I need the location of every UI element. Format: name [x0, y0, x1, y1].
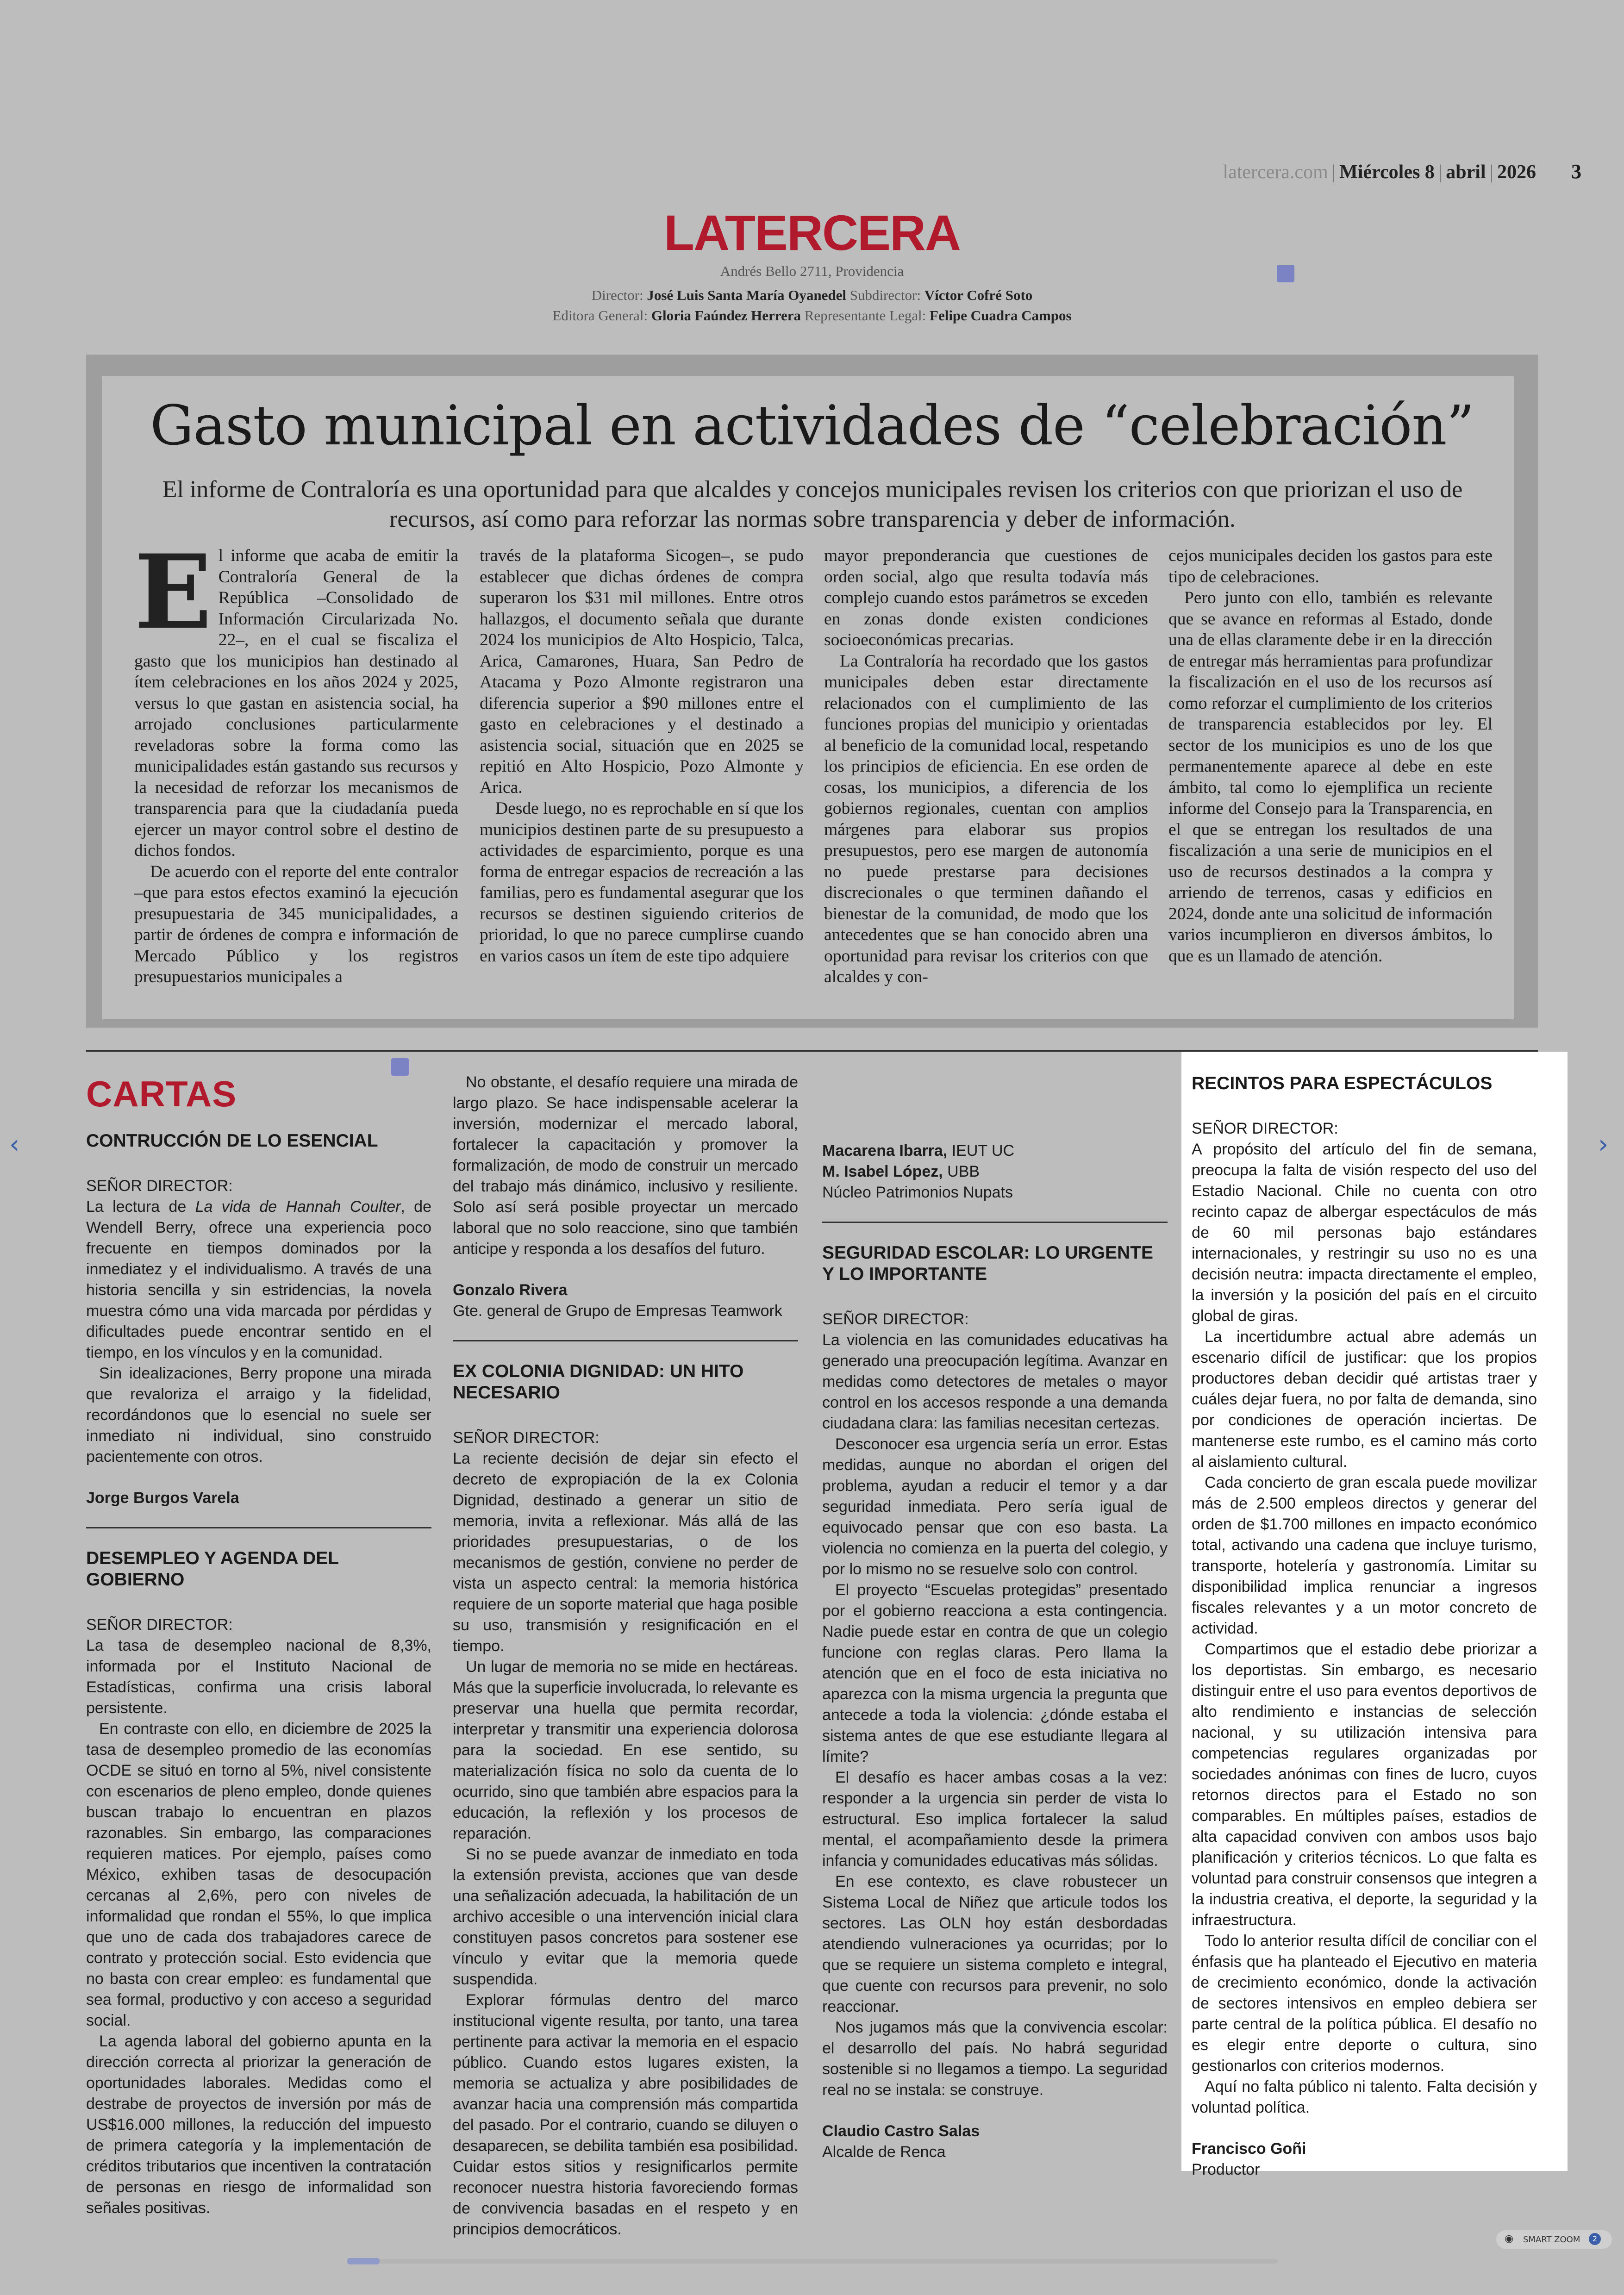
editorial-title: Gasto municipal en actividades de “celebración” — [150, 393, 1474, 457]
letter-paragraph: Desconocer esa urgencia sería un error. Estas medidas, aunque no abordan el origen del problema, ayudan a reducir el temor y a dar seguridad inmediata. Pero sería igual de equivocado pensar que con eso basta. La violencia no comienza en la puerta del colegio, y por lo mismo no se resuelve solo con control. — [822, 1435, 1168, 1578]
letters-column-3 — [822, 1141, 1168, 2163]
letter-author-group: Núcleo Patrimonios Nupats — [822, 1184, 1013, 1201]
letter-title: EX COLONIA DIGNIDAD: UN HITO NECESARIO — [453, 1361, 744, 1403]
letter-paragraph: La tasa de desempleo nacional de 8,3%, informada por el Instituto Nacional de Estadísticas, confirma una crisis laboral persistente. — [86, 1637, 431, 1717]
date-day: Miércoles 8 — [1339, 162, 1435, 183]
letter-paragraph: Compartimos que el estadio debe priorizar a los deportistas. Sin embargo, es necesario distinguir entre el uso para eventos deportivos de alto rendimiento e instancias de selección nacional, y su utilización intensiva para competencias regulares organizadas por sociedades anónimas con fines de lucro, cuyos retornos directos para el Estado no son comparables. En múltiples países, estadios de alta capacidad conviven con ambos usos bajo planificación y criterios técnicos. Lo que falta es voluntad para construir consensos que integren a la industria creativa, el deporte, la seguridad y la infraestructura. — [1192, 1640, 1537, 1929]
eye-icon: ◉ — [1505, 2233, 1514, 2245]
letter-paragraph: Aquí no falta público ni talento. Falta decisión y voluntad política. — [1192, 2078, 1537, 2116]
page-scrollbar[interactable] — [347, 2259, 1278, 2264]
letter-paragraph: La violencia en las comunidades educativas ha generado una preocupación legítima. Avanzar en medidas como detectores de metales o mayor control en los accesos responde a una demanda ciudadana clara: las familias necesitan certezas. — [822, 1331, 1168, 1432]
letter-author-role: Gte. general de Grupo de Empresas Teamwork — [453, 1302, 782, 1320]
letter-paragraph: Cada concierto de gran escala puede movilizar más de 2.500 empleos directos y generar del orden de $1.700 millones en impacto económico total, activando una cadena que incluye turismo, transporte, hotelería y gastronomía. Limitar su disponibilidad implica renunciar a ingresos fiscales relevantes y a un motor concreto de actividad. — [1192, 1474, 1537, 1637]
smart-zoom-button[interactable] — [1496, 2230, 1612, 2249]
letter-salutation: SEÑOR DIRECTOR: — [1192, 1120, 1338, 1137]
drop-cap: E — [134, 545, 212, 652]
masthead-editors: Editora General: Gloria Faúndez Herrera Representante Legal: Felipe Cuadra Campos — [552, 307, 1072, 324]
director-name: José Luis Santa María Oyanedel — [647, 287, 846, 303]
page-scrollbar-thumb[interactable] — [347, 2258, 380, 2264]
newspaper-logo: LATERCERA — [664, 205, 960, 261]
letter-salutation: SEÑOR DIRECTOR: — [453, 1429, 600, 1447]
clip-marker-icon[interactable] — [391, 1058, 409, 1076]
letters-column-4 — [1192, 1073, 1537, 2180]
letter-salutation: SEÑOR DIRECTOR: — [86, 1177, 233, 1195]
letter-paragraph: No obstante, el desafío requiere una mirada de largo plazo. Se hace indispensable acelerar la inversión, modernizar el mercado laboral, fortalecer la capacitación y promover la formalización, de modo de construir un mercado del trabajo más dinámico, inclusivo y resiliente. Solo así será posible proyectar un mercado laboral que no solo reaccione, sino que también anticipe y responda a los desafíos del futuro. — [453, 1073, 798, 1258]
letters-column-2 — [453, 1072, 798, 2240]
letter-paragraph: La incertidumbre actual abre además un escenario difícil de justificar: que los propios productores deban decidir qué artistas traer y cuáles dejar fuera, no por falta de demanda, sino por condiciones de operación inciertas. De mantenerse este rumbo, es el camino más corto al aislamiento cultural. — [1192, 1328, 1537, 1471]
letter-salutation: SEÑOR DIRECTOR: — [822, 1310, 969, 1328]
masthead-directors: Director: José Luis Santa María Oyanedel Subdirector: Víctor Cofré Soto — [591, 287, 1033, 303]
letter-paragraph: Un lugar de memoria no se mide en hectáreas. Más que la superficie involucrada, lo relevante es preservar una huella que permita recordar, interpretar y transmitir una experiencia dolorosa para la sociedad. En ese sentido, su materialización física no solo da cuenta de lo ocurrido, sino que también abre espacios para la educación, la reflexión y los procesos de reparación. — [453, 1658, 798, 1842]
editorial-subtitle: El informe de Contraloría es una oportunidad para que alcaldes y concejos municipales revisen los criterios con que priorizan el uso de recursos, así como para reforzar las normas sobre transparencia y deber de información. — [162, 476, 1463, 532]
editorial-column-1: El informe que acaba de emitir la Contraloría General de la República –Consolidado de Información Circularizada No. 22–, en el cual se fiscaliza el gasto que los municipios han destinado al ítem celebraciones en los años 2024 y 2025, versus lo que gastan en asistencia social, ha arrojado conclusiones particularmente reveladoras sobre la forma como las municipalidades están gastando sus recursos y la necesidad de reforzar los mecanismos de transparencia para que la ciudadanía pueda ejercer un mayor control sobre el destino de dichos fondos. De acuerdo con el reporte del ente contralor –que para estos efectos examinó la ejecución presupuestaria de 345 municipalidades, a partir de órdenes de compra e información de Mercado Público y los registros presupuestarios municipales a — [134, 545, 458, 986]
letter-paragraph: En contraste con ello, en diciembre de 2025 la tasa de desempleo promedio de las economías OCDE se situó en torno al 5%, nivel consistente con escenarios de pleno empleo, donde quienes buscan trabajo lo encuentran en plazos razonables. Sin embargo, las comparaciones requieren matices. Por ejemplo, países como México, exhiben tasas de desocupación cercanas al 2,6%, pero con niveles de informalidad que rondan el 55%, lo que implica que uno de cada dos trabajadores carece de contrato y protección social. Esto evidencia que no basta con crear empleo: es fundamental que sea formal, productivo y con acceso a seguridad social. — [86, 1720, 431, 2029]
letter-paragraph: El desafío es hacer ambas cosas a la vez: responder a la urgencia sin perder de vista lo estructural. Eso implica fortalecer la salud mental, el acompañamiento desde la primera infancia y comunidades educativas más sólidas. — [822, 1769, 1168, 1870]
date-month: abril — [1446, 162, 1486, 183]
smart-zoom-badge: 2 — [1589, 2233, 1601, 2245]
letter-paragraph: Sin idealizaciones, Berry propone una mirada que revaloriza el arraigo y la fidelidad, recordándonos que lo esencial no suele ser inmediato ni individual, sino construido pacientemente con otros. — [86, 1365, 431, 1466]
date-year: 2026 — [1497, 162, 1536, 183]
letter-title: SEGURIDAD ESCOLAR: LO URGENTE Y LO IMPORTANTE — [822, 1243, 1154, 1284]
letter-paragraph: Explorar fórmulas dentro del marco institucional vigente resulta, por tanto, una tarea pertinente para activar la memoria en el espacio público. Cuando estos lugares existen, la memoria se actualiza y abre posibilidades de avanzar hacia una comprensión más compartida del pasado. Por el contrario, cuando se diluyen o desaparecen, se debilita también esa posibilidad. Cuidar estos sitios y resignificarlos permite reconocer nuestra historia favoreciendo formas de convivencia basadas en el respeto y en principios democráticos. — [453, 1991, 798, 2238]
letter-paragraph: La reciente decisión de dejar sin efecto el decreto de expropiación de la ex Colonia Dignidad, destinado a generar un sitio de memoria, invita a reflexionar. Más allá de las prioridades presupuestarias, o de los mecanismos de gestión, conviene no perder de vista un aspecto central: la memoria histórica requiere de un soporte material que haga posible su uso, transmisión y resignificación en el tiempo. — [453, 1450, 798, 1655]
editora-name: Gloria Faúndez Herrera — [651, 307, 801, 324]
letter-title: DESEMPLEO Y AGENDA DEL GOBIERNO — [86, 1548, 339, 1590]
letter-paragraph: Nos jugamos más que la convivencia escolar: el desarrollo del país. No habrá seguridad sostenible si no llegamos a tiempo. La seguridad real no se instala: se construye. — [822, 2019, 1168, 2099]
letter-author: Claudio Castro Salas — [822, 2122, 980, 2140]
editorial-column-2: través de la plataforma Sicogen–, se pudo establecer que dichas órdenes de compra superaron los $31 mil millones. Entre otros hallazgos, el documento señala que durante 2024 los municipios de Alto Hospicio, Talca, Arica, Camarones, Huara, San Pedro de Atacama y Pozo Almonte registraron una diferencia superior a $90 millones entre el gasto en celebraciones y el destinado a asistencia social, situación que en 2025 se repitió en Alto Hospicio, Pozo Almonte y Arica. Desde luego, no es reprochable en sí que los municipios destinen parte de su presupuesto a actividades de esparcimiento, porque es una forma de entregar espacios de recreación a las familias, pero es fundamental asegurar que los recursos se destinen siguiendo criterios de prioridad, lo que no parece cumplirse cuando en varios casos un ítem de este tipo adquiere — [480, 546, 804, 966]
cartas-section-title: CARTAS — [86, 1073, 237, 1114]
letter-paragraph: En ese contexto, es clave robustecer un Sistema Local de Niñez que articule todos los sectores. Las OLN hoy están desbordadas atendiendo vulneraciones ya ocurridas; por lo que se requiere un sistema completo e integral, que cuente con recursos para prevenir, no solo reaccionar. — [822, 1873, 1168, 2015]
letter-author: M. Isabel López, UBB — [822, 1163, 980, 1180]
letter-paragraph: Todo lo anterior resulta difícil de conciliar con el énfasis que ha planteado el Ejecutivo en materia de crecimiento económico, donde la activación de sectores intensivos en empleo debiera ser parte central de la política pública. El desafío no es elegir entre deporte o cultura, sino gestionarlos con criterios modernos. — [1192, 1932, 1537, 2075]
letter-author-role: Alcalde de Renca — [822, 2143, 946, 2161]
page-number: 3 — [1571, 160, 1581, 183]
dateline: latercera.com | Miércoles 8 | abril | 2026 — [1223, 162, 1536, 183]
letter-title: RECINTOS PARA ESPECTÁCULOS — [1192, 1073, 1493, 1093]
clip-marker-icon[interactable] — [1277, 265, 1294, 282]
letter-author: Francisco Goñi — [1192, 2140, 1306, 2158]
letter-paragraph: Si no se puede avanzar de inmediato en toda la extensión prevista, acciones que van desde una señalización adecuada, la habilitación de un archivo accesible o una intervención inicial clara constituyen pasos concretos para sostener ese vínculo y evitar que la memoria quede suspendida. — [453, 1846, 798, 1988]
letter-paragraph: La lectura de La vida de Hannah Coulter, de Wendell Berry, ofrece una experiencia poco frecuente en tiempos dominados por la inmediatez y el individualismo. A través de una historia sencilla y sin estridencias, la novela muestra cómo una vida marcada por pérdidas y dificultades puede encontrar sentido en el tiempo, en los vínculos y en la comunidad. — [86, 1198, 431, 1361]
letter-author: Gonzalo Rivera — [453, 1281, 568, 1299]
letter-author-role: Productor — [1192, 2161, 1260, 2178]
letter-salutation: SEÑOR DIRECTOR: — [86, 1616, 233, 1634]
letter-author: Jorge Burgos Varela — [86, 1489, 239, 1507]
letters-column-1 — [86, 1130, 431, 2219]
letter-paragraph: El proyecto “Escuelas protegidas” presentado por el gobierno reacciona a esta contingencia. Nadie puede estar en contra de que un colegio funcione con reglas claras. Pero llama la atención que en el foco de esta iniciativa no aparezca con la misma urgencia la pregunta que antecede a toda la violencia: ¿dónde estaba el sistema antes de que ese estudiante llegara al límite? — [822, 1581, 1168, 1765]
editorial-column-3: mayor preponderancia que cuestiones de orden social, algo que resulta todavía más complejo cuando estos parámetros se exceden en zonas donde existen condiciones socioeconómicas precarias. La Contraloría ha recordado que los gastos municipales deben estar directamente relacionados con el cumplimiento de las funciones propias del municipio y orientadas al beneficio de la comunidad local, respetando los principios de eficiencia. En ese orden de cosas, los municipios, a diferencia de los gobiernos regionales, cuentan con amplios márgenes para elaborar sus propios presupuestos, pero ese margen de autonomía no puede prestarse para decisiones discrecionales o que terminen dañando el bienestar de la comunidad, de modo que los antecedentes que se han conocido abren una oportunidad para revisar los criterios con que alcaldes y con- — [824, 546, 1148, 986]
subdirector-name: Víctor Cofré Soto — [924, 287, 1033, 303]
site-name: latercera.com — [1223, 162, 1328, 183]
letter-author: Macarena Ibarra, IEUT UC — [822, 1142, 1015, 1160]
smart-zoom-label: SMART ZOOM — [1523, 2235, 1580, 2245]
letter-paragraph: La agenda laboral del gobierno apunta en la dirección correcta al priorizar la generación de oportunidades laborales. Medidas como el destrabe de proyectos de inversión por más de US$16.000 millones, la reducción del impuesto de primera categoría y la implementación de créditos tributarios que incentiven la contratación de personas en riesgo de informalidad son señales positivas. — [86, 2033, 431, 2217]
address: Andrés Bello 2711, Providencia — [720, 263, 904, 279]
letter-title: CONTRUCCIÓN DE LO ESENCIAL — [86, 1131, 378, 1151]
letter-paragraph: A propósito del artículo del fin de semana, preocupa la falta de visión respecto del uso del Estadio Nacional. Chile no cuenta con otro recinto capaz de albergar espectáculos de más de 60 mil personas bajo estándares internacionales, y restringir su uso no es una decisión neutra: impacta directamente el empleo, la inversión y la posición del país en el circuito global de giras. — [1192, 1141, 1537, 1325]
prev-page-icon[interactable]: ‹ — [9, 1129, 20, 1160]
representante-name: Felipe Cuadra Campos — [930, 307, 1072, 324]
editorial-column-4: cejos municipales deciden los gastos para este tipo de celebraciones. Pero junto con ello, también es relevante que se avance en reformas al Estado, donde una de ellas claramente debe ir en la dirección de entregar más herramientas para profundizar la fiscalización en el uso de los recursos así como reforzar el cumplimiento de los criterios de transparencia establecidos por ley. El sector de los municipios es uno de los que permanentemente aparece al debe en este ámbito, tal como lo ejemplifica un reciente informe del Consejo para la Transparencia, en el que se entregan los resultados de una fiscalización a una serie de municipios en el uso de recursos destinados a la compra y arriendo de terrenos, casas y edificios en 2024, donde ante una solicitud de información varios incumplieron en diversos ámbitos, lo que es un llamado de atención. — [1168, 546, 1493, 966]
next-page-icon[interactable]: › — [1598, 1129, 1609, 1160]
